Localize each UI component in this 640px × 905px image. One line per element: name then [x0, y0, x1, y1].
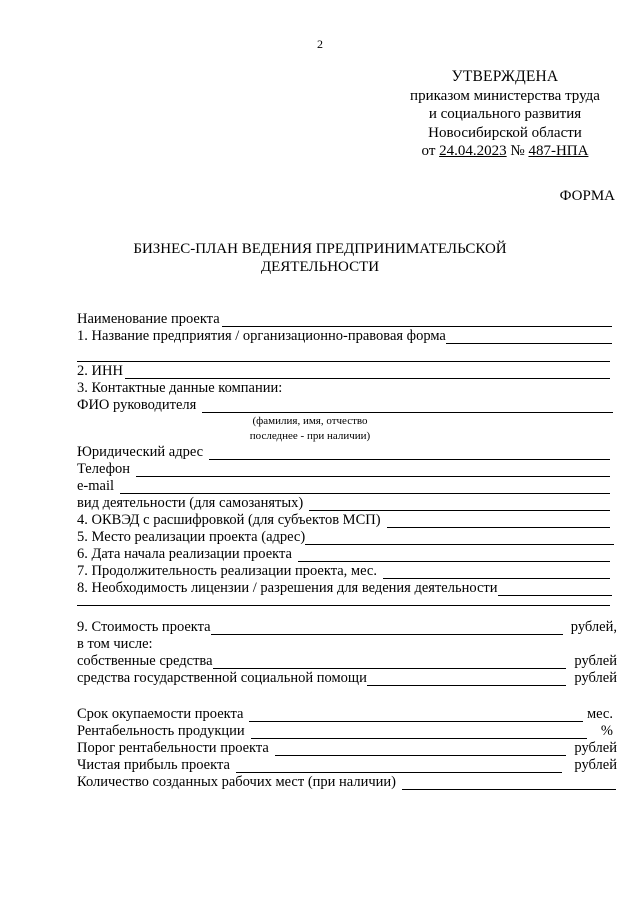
field-profitability — [77, 723, 613, 739]
field-net-profit — [77, 757, 617, 773]
director-hint-line-2: последнее - при наличии) — [249, 430, 371, 442]
okved-input-line[interactable] — [387, 515, 610, 528]
title-line-2: ДЕЯТЕЛЬНОСТИ — [260, 259, 380, 275]
approval-number: 487-НПА — [528, 143, 589, 159]
field-label: вид деятельности (для самозанятых) — [77, 495, 304, 511]
field-label: 1. Название предприятия / организационно-правовая форма — [77, 328, 446, 344]
field-label: Наименование проекта — [77, 311, 220, 327]
approval-date-prefix: от — [421, 143, 436, 159]
duration-input-line[interactable] — [383, 566, 610, 579]
break-even-input-line[interactable] — [275, 743, 567, 756]
inn-input-line[interactable] — [125, 366, 610, 379]
approval-block — [400, 68, 610, 161]
state-aid-unit: рублей — [574, 670, 617, 686]
including-label — [77, 636, 617, 652]
field-label: Телефон — [77, 461, 130, 477]
field-activity-type — [77, 495, 610, 511]
field-label: Юридический адрес — [77, 444, 204, 460]
field-inn — [77, 363, 610, 379]
license-input-line[interactable] — [498, 583, 613, 596]
field-label: в том числе: — [77, 636, 153, 652]
net-profit-unit: рублей — [574, 757, 617, 773]
field-company-name — [77, 328, 612, 344]
email-input-line[interactable] — [120, 481, 610, 494]
field-label: Чистая прибыль проекта — [77, 757, 230, 773]
field-okved — [77, 512, 610, 528]
field-label: ФИО руководителя — [77, 397, 197, 413]
license-extra-line[interactable] — [77, 604, 610, 606]
field-label: средства государственной социальной помощи — [77, 670, 367, 686]
field-phone — [77, 461, 610, 477]
field-state-aid — [77, 670, 617, 686]
approval-date-line — [400, 142, 610, 161]
field-start-date — [77, 546, 610, 562]
start-date-input-line[interactable] — [298, 549, 610, 562]
field-label: e-mail — [77, 478, 115, 494]
field-label: Рентабельность продукции — [77, 723, 245, 739]
field-location — [77, 529, 614, 545]
field-label: 6. Дата начала реализации проекта — [77, 546, 292, 562]
page-number: 2 — [317, 37, 323, 51]
state-aid-input-line[interactable] — [367, 673, 567, 686]
document-title — [60, 240, 580, 276]
field-jobs — [77, 774, 616, 790]
break-even-unit: рублей — [574, 740, 617, 756]
field-label: 7. Продолжительность реализации проекта, мес. — [77, 563, 377, 579]
field-label: 8. Необходимость лицензии / разрешения для ведения деятельности — [77, 580, 498, 596]
cost-input-line[interactable] — [211, 622, 563, 635]
approval-line-2: и социального развития — [428, 106, 582, 122]
field-own-funds — [77, 653, 617, 669]
approval-heading: УТВЕРЖДЕНА — [451, 68, 559, 85]
director-hint — [210, 414, 410, 444]
approval-date: 24.04.2023 — [439, 143, 507, 159]
approval-line-3: Новосибирской области — [428, 124, 582, 141]
field-label: Количество созданных рабочих мест (при наличии) — [77, 774, 397, 790]
field-label: 2. ИНН — [77, 363, 123, 379]
field-break-even — [77, 740, 617, 756]
field-label: 9. Стоимость проекта — [77, 619, 211, 635]
payback-input-line[interactable] — [249, 709, 583, 722]
company-name-input-line[interactable] — [446, 331, 612, 344]
field-license — [77, 580, 612, 596]
profitability-input-line[interactable] — [251, 726, 587, 739]
field-label: 5. Место реализации проекта (адрес) — [77, 529, 306, 545]
field-email — [77, 478, 610, 494]
field-label: 4. ОКВЭД с расшифровкой (для субъектов МСП) — [77, 512, 381, 528]
director-hint-line-1: (фамилия, имя, отчество — [252, 415, 368, 427]
profitability-unit: % — [600, 723, 613, 739]
field-label: собственные средства — [77, 653, 213, 669]
activity-type-input-line[interactable] — [309, 498, 610, 511]
company-name-extra-line[interactable] — [77, 360, 610, 362]
phone-input-line[interactable] — [136, 464, 610, 477]
legal-address-input-line[interactable] — [209, 447, 610, 460]
payback-unit: мес. — [586, 706, 613, 722]
field-duration — [77, 563, 610, 579]
approval-number-sign: № — [510, 143, 525, 159]
location-input-line[interactable] — [305, 532, 614, 545]
project-name-input-line[interactable] — [222, 314, 612, 327]
net-profit-input-line[interactable] — [236, 760, 563, 773]
field-cost — [77, 619, 617, 635]
form-label: ФОРМА — [559, 188, 615, 204]
jobs-input-line[interactable] — [402, 777, 616, 790]
field-payback — [77, 706, 613, 722]
director-input-line[interactable] — [202, 400, 613, 413]
field-director — [77, 397, 613, 413]
field-legal-address — [77, 444, 610, 460]
field-label: Порог рентабельности проекта — [77, 740, 269, 756]
approval-line-1: приказом министерства труда — [410, 87, 600, 104]
cost-unit: рублей, — [570, 619, 617, 635]
field-label: 3. Контактные данные компании: — [77, 380, 283, 396]
own-funds-input-line[interactable] — [213, 656, 567, 669]
field-label: Срок окупаемости проекта — [77, 706, 244, 722]
contacts-heading — [77, 380, 610, 396]
own-funds-unit: рублей — [574, 653, 617, 669]
title-line-1: БИЗНЕС-ПЛАН ВЕДЕНИЯ ПРЕДПРИНИМАТЕЛЬСКОЙ — [133, 241, 507, 257]
field-project-name — [77, 311, 612, 327]
